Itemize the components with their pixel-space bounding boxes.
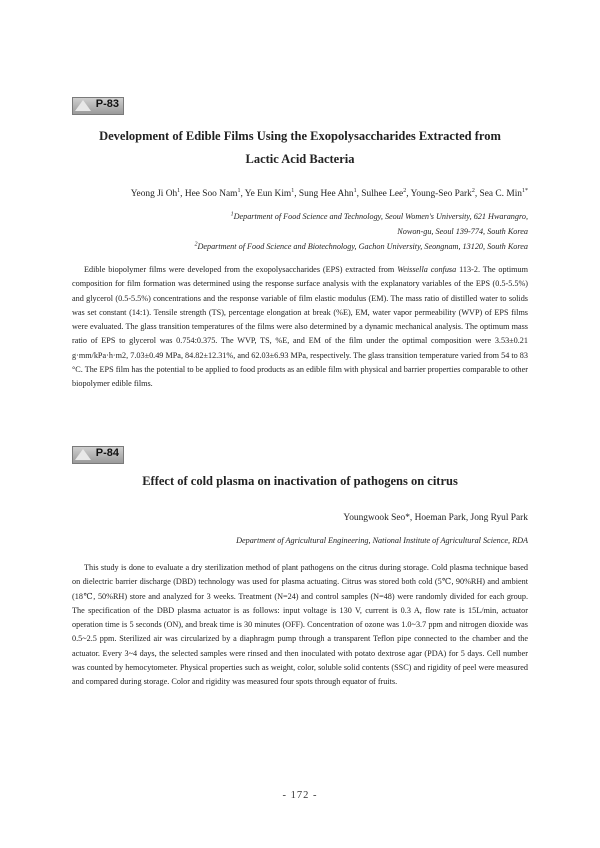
- page-number: - 172 -: [282, 790, 318, 801]
- abstract-p84: This study is done to evaluate a dry sterilization method of plant pathogens on the citrus during storage. Cold plasma technique based on dielectric barrier discharge (DBD) technology was used for plasma actuating. Citrus was stored both cold (5℃, 90%RH) and ambient (18℃, 50%RH) store and analyzed for 3 weeks. Treatment (N=24) and control samples (N=48) were randomly divided for each group. The specification of the DBD plasma actuator is as follows: input voltage is 130 V, current is 0.3 A, flow rate is 15L/min, actuator operation time is 5 seconds (ON), and break time is 30 minutes (OFF). Concentration of ozone was 1.0~3.7 ppm and nitrogen dioxide was 0.5~2.5 ppm. Sterilized air was circularized by a diaphragm pump through a transparent Teflon pipe connected to the chamber and the actuator. Every 3~4 days, the selected samples were rinsed and then inoculated with potato dextrose agar (PDA) for 5 days. Cell number was counted by hemocytometer. Physical properties such as weight, color, soluble solid contents (SSC) and rigidity of peel were measured and compared during storage. Color and rigidity was measured four spots through equator of fruits.: [72, 563, 528, 687]
- poster-badge-p84: P-84: [72, 446, 124, 464]
- authors-p83: Yeong Ji Oh$^1$, Hee Soo Nam$^1$, Ye Eun Kim$^1$, Sung Hee Ahn$^1$, Sulhee Lee$^2$, Young-Seo Park$^2$, Sea C. Min$^{1*}$: [130, 187, 528, 199]
- authors-p84: Youngwook Seo*, Hoeman Park, Jong Ryul Park: [343, 513, 528, 523]
- paper-title-p83: Development of Edible Films Using the Exopolysaccharides Extracted from Lactic Acid Bacteria: [99, 129, 501, 166]
- abstract-p83: Edible biopolymer films were developed from the exopolysaccharides (EPS) extracted from Weissella confusa 113-2. The optimum composition for film formation was determined using the response surface analysis with the explanatory variables of the EPS (0.5-5.5%) and glycerol (0.5-5.5%) concentrations and the response variable of film elastic modulus (EM). The mass ratio of distilled water to solids was set constant (14:1). Tensile strength (TS), percentage elongation at break (%E), EM, water vapor permeability (WVP) of EPS films were evaluated. The glass transition temperatures of the films were also determined by a dynamic mechanical analysis. The optimum mass ratio of EPS to glycerol was 0.754:0.375. The WVP, TS, %E, and EM of the film under the optimal composition were 3.53±0.21 g·mm/kPa·h·m2, 7.03±0.49 MPa, 84.82±12.31%, and 62.03±6.93 MPa, respectively. The glass transition temperature varied from 54 to 83 °C. The EPS film has the potential to be applied to food products as an edible film with physical and barrier properties comparable to other biopolymer edible films.: [72, 265, 528, 389]
- triangle-icon: [75, 100, 91, 111]
- triangle-icon: [75, 449, 91, 460]
- affiliation-p84: Department of Agricultural Engineering, National Institute of Agricultural Science, RDA: [236, 536, 528, 545]
- affiliations-p83: $^1$Department of Food Science and Technology, Seoul Women's University, 621 Hwarangro, Nowon-gu, Seoul 139-774, South Korea $^2$Department of Food Science and Biotechnology, Gachon University, Seongnam, 13120, South Korea: [194, 211, 528, 251]
- paper-title-p84: Effect of cold plasma on inactivation of pathogens on citrus: [142, 474, 458, 488]
- poster-badge-p83: P-83: [72, 97, 124, 115]
